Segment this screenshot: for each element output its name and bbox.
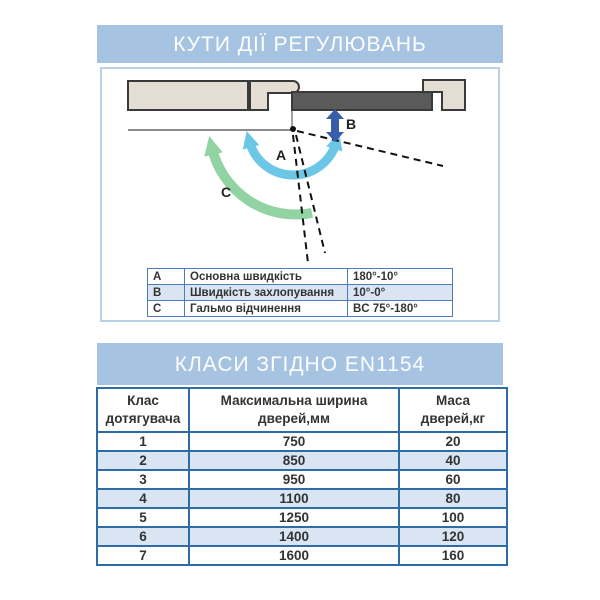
cell-class: 5 [97, 508, 189, 527]
main-speed-arc-a [250, 142, 337, 175]
cell-class: 2 [97, 451, 189, 470]
column-header-class: Клас дотягувача [97, 388, 189, 432]
section-title-adjustment-angles: КУТИ ДІЇ РЕГУЛЮВАНЬ [97, 25, 503, 63]
hinge-pivot-point [290, 126, 296, 132]
table-row [97, 470, 507, 489]
adjustment-key: B [148, 285, 185, 301]
adjustment-name: Основна швидкість [185, 269, 348, 285]
cell-class: 4 [97, 489, 189, 508]
cell-max-width: 1250 [189, 508, 399, 527]
cell-max-width: 850 [189, 451, 399, 470]
adjustment-angles-diagram [100, 67, 500, 322]
adjustment-range: 180°-10° [348, 269, 453, 285]
adjustment-range: 10°-0° [348, 285, 453, 301]
adjustment-key: C [148, 301, 185, 317]
adjustment-range: BC 75°-180° [348, 301, 453, 317]
table-row [97, 508, 507, 527]
adjustment-key: A [148, 269, 185, 285]
cell-max-width: 1100 [189, 489, 399, 508]
adjustments-legend-table [147, 268, 453, 317]
table-row [97, 451, 507, 470]
table-row [148, 285, 453, 301]
latch-speed-arrow-b [326, 109, 344, 142]
column-header-max-width: Максимальна ширина дверей,мм [189, 388, 399, 432]
section-title-en1154-classes: КЛАСИ ЗГІДНО EN1154 [97, 343, 503, 385]
wall-section-left [128, 81, 248, 110]
diagram-label-c: C [221, 184, 232, 200]
cell-class: 1 [97, 432, 189, 451]
cell-class: 7 [97, 546, 189, 565]
cell-class: 6 [97, 527, 189, 546]
cell-class: 3 [97, 470, 189, 489]
door-position-dashed-line-down-2 [296, 135, 325, 253]
column-header-mass: Маса дверей,кг [399, 388, 507, 432]
table-row [97, 489, 507, 508]
cell-max-width: 1600 [189, 546, 399, 565]
cell-mass: 160 [399, 546, 507, 565]
en1154-classes-table [96, 387, 508, 566]
door-position-dashed-line-down-1 [293, 135, 308, 263]
cell-max-width: 750 [189, 432, 399, 451]
adjustment-name: Швидкість захлопування [185, 285, 348, 301]
door-position-dashed-line-right [297, 131, 443, 166]
cell-mass: 100 [399, 508, 507, 527]
cell-max-width: 1400 [189, 527, 399, 546]
diagram-label-a: A [276, 147, 287, 163]
door-leaf-closed [292, 92, 432, 110]
table-row [97, 546, 507, 565]
cell-mass: 20 [399, 432, 507, 451]
cell-max-width: 950 [189, 470, 399, 489]
cell-mass: 120 [399, 527, 507, 546]
cell-mass: 40 [399, 451, 507, 470]
adjustment-name: Гальмо відчинення [185, 301, 348, 317]
table-row [148, 269, 453, 285]
cell-mass: 80 [399, 489, 507, 508]
table-row [97, 432, 507, 451]
cell-mass: 60 [399, 470, 507, 489]
table-row [148, 301, 453, 317]
diagram-label-b: B [346, 116, 357, 132]
table-header-row [97, 388, 507, 432]
table-row [97, 527, 507, 546]
